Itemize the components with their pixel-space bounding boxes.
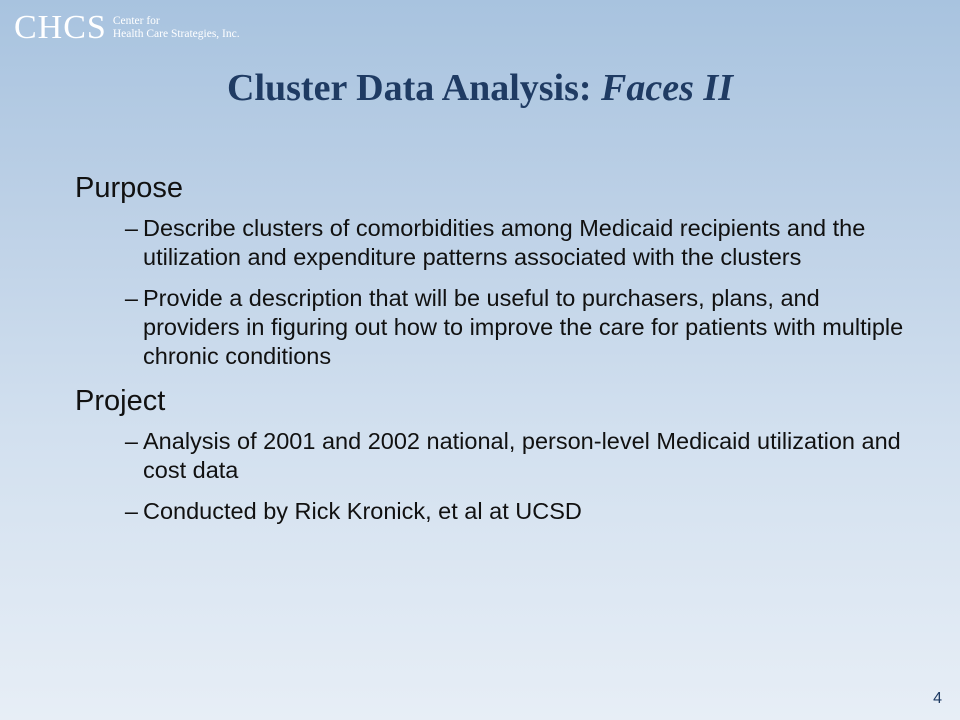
bullet-text: Analysis of 2001 and 2002 national, person-level Medicaid utilization and cost data: [143, 428, 901, 483]
slide-title-emphasis: Faces II: [601, 67, 733, 109]
chcs-logo: [14, 10, 240, 46]
section-purpose: [75, 170, 905, 371]
bullet-marker: –: [124, 215, 138, 241]
bullet-item: [75, 497, 905, 526]
bullet-marker: –: [124, 428, 138, 454]
bullet-list: [75, 427, 905, 526]
page-number: 4: [933, 690, 942, 707]
bullet-list: [75, 214, 905, 371]
section-heading: Purpose: [75, 172, 184, 204]
bullet-marker: –: [124, 498, 138, 524]
slide-title: [0, 66, 960, 110]
bullet-marker: –: [124, 285, 138, 311]
section-project: [75, 383, 905, 526]
logo-text-line2: Health Care Strategies, Inc.: [112, 28, 240, 40]
slide-title-main: Cluster Data Analysis:: [227, 67, 602, 109]
bullet-text: Describe clusters of comorbidities among Medicaid recipients and the utilization and expenditure patterns associated with the clusters: [143, 215, 866, 270]
logo-mark: CHCS: [14, 9, 107, 46]
bullet-item: [75, 214, 905, 272]
bullet-text: Provide a description that will be useful to purchasers, plans, and providers in figuring out how to improve the care for patients with multiple chronic conditions: [143, 285, 904, 369]
bullet-item: [75, 427, 905, 485]
logo-text: [113, 15, 240, 41]
bullet-item: [75, 284, 905, 371]
slide-content: [75, 170, 905, 538]
logo-text-line1: Center for: [112, 15, 160, 27]
bullet-text: Conducted by Rick Kronick, et al at UCSD: [143, 498, 582, 524]
section-heading: Project: [75, 385, 166, 417]
